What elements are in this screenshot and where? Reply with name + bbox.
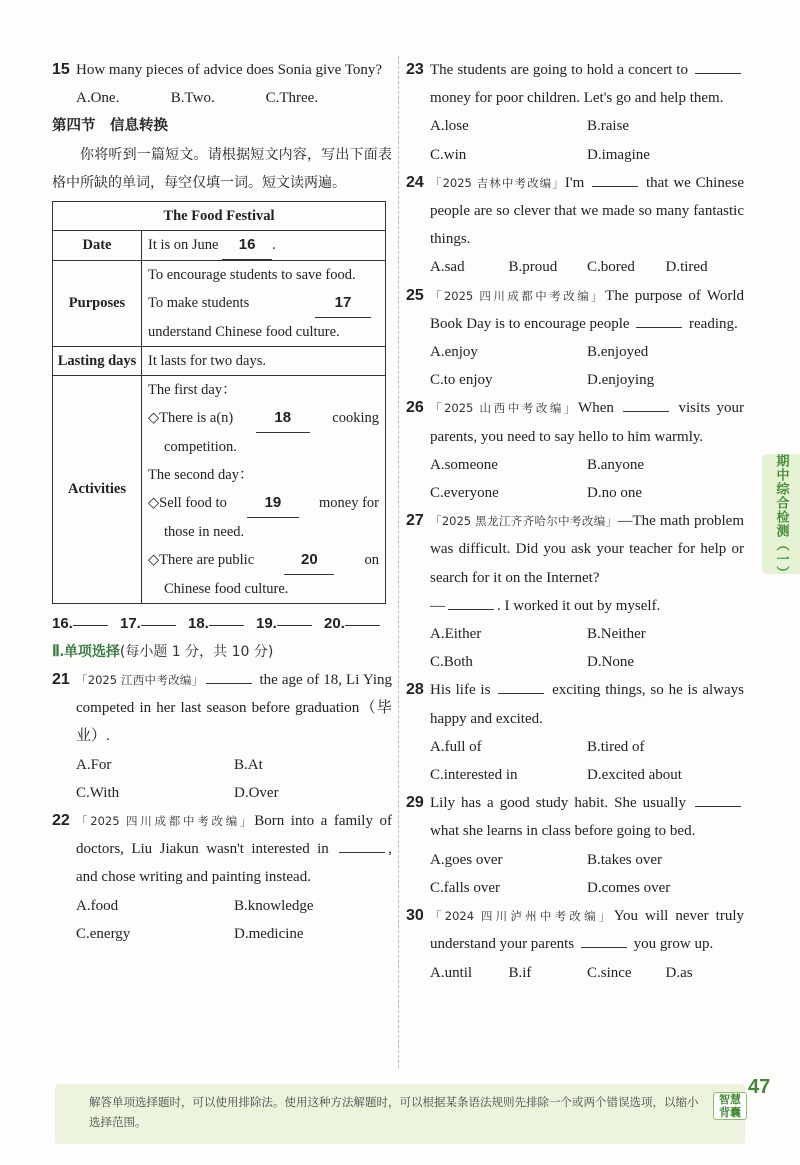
question-21: 21 「2025 江西中考改编」 the age of 18, Li Ying competed in her last season before graduation（毕业）. bbox=[52, 666, 392, 751]
option[interactable]: B.Two. bbox=[170, 90, 215, 107]
options-15 bbox=[52, 84, 392, 112]
options-29 bbox=[406, 846, 744, 902]
section-instruction: 你将听到一篇短文。请根据短文内容，写出下面表格中所缺的单词，每空仅填一词。短文读两遍。 bbox=[52, 146, 392, 191]
option[interactable]: D.excited about bbox=[587, 767, 682, 784]
answer-line: 16. 17. 18. 19. 20. bbox=[52, 610, 392, 638]
option[interactable]: A.someone bbox=[430, 456, 498, 473]
question-number: 26 bbox=[406, 399, 424, 417]
option[interactable]: D.comes over bbox=[587, 879, 671, 896]
option[interactable]: C.falls over bbox=[430, 879, 500, 896]
option[interactable]: A.food bbox=[76, 897, 119, 914]
option[interactable]: D.tired bbox=[665, 259, 708, 276]
column-divider bbox=[398, 56, 399, 1068]
option[interactable]: B.if bbox=[508, 964, 532, 981]
question-27: 27 「2025 黑龙江齐齐哈尔中考改编」—The math problem was difficult. Did you ask your teacher for help or search for it on the Internet? — . I worked it out by myself. bbox=[406, 507, 744, 620]
options-21 bbox=[52, 751, 392, 807]
source-tag: 「2025 江西中考改编」 bbox=[76, 673, 204, 688]
option[interactable]: C.Three. bbox=[265, 90, 319, 107]
question-number: 15 bbox=[52, 61, 70, 78]
right-column bbox=[406, 56, 744, 987]
question-number: 29 bbox=[406, 794, 424, 812]
options-22 bbox=[52, 892, 392, 948]
option[interactable]: C.to enjoy bbox=[430, 372, 493, 389]
source-tag: 「2025 黑龙江齐齐哈尔中考改编」 bbox=[430, 514, 618, 529]
footer-tip-box bbox=[55, 1084, 745, 1144]
option[interactable]: A.Either bbox=[430, 626, 482, 643]
answer-blank[interactable] bbox=[623, 395, 669, 412]
option[interactable]: B.takes over bbox=[587, 851, 662, 868]
option[interactable]: D.no one bbox=[587, 485, 642, 502]
options-25 bbox=[406, 338, 744, 394]
options-30 bbox=[406, 959, 744, 987]
question-30: 30 「2024 四川泸州中考改编」You will never truly understand your parents you grow up. bbox=[406, 902, 744, 958]
activities-label: Activities bbox=[53, 375, 142, 603]
question-number: 25 bbox=[406, 286, 424, 304]
source-tag: 「2025 四川成都中考改编」 bbox=[76, 814, 255, 829]
option[interactable]: D.medicine bbox=[234, 925, 304, 942]
source-tag: 「2025 山西中考改编」 bbox=[430, 401, 579, 416]
answer-blank[interactable] bbox=[339, 836, 385, 853]
question-number: 30 bbox=[406, 907, 424, 925]
question-29: 29 Lily has a good study habit. She usually what she learns in class before going to bed. bbox=[406, 789, 744, 845]
option[interactable]: A.sad bbox=[430, 259, 465, 276]
option[interactable]: C.With bbox=[76, 784, 120, 801]
wisdom-badge: 智慧背囊 bbox=[713, 1092, 747, 1120]
left-column bbox=[52, 56, 392, 948]
option[interactable]: D.imagine bbox=[587, 146, 650, 163]
option[interactable]: C.since bbox=[587, 964, 632, 981]
options-23 bbox=[406, 112, 744, 168]
lasting-days-label: Lasting days bbox=[53, 346, 142, 375]
option[interactable]: D.None bbox=[587, 654, 635, 671]
answer-blank[interactable] bbox=[695, 57, 741, 74]
option[interactable]: B.raise bbox=[587, 118, 630, 135]
source-tag: 「2025 吉林中考改编」 bbox=[430, 175, 565, 190]
side-tab-label: 期中综合检测（一） bbox=[773, 454, 789, 580]
blank-19[interactable]: 19 bbox=[247, 489, 299, 518]
page-number: 47 bbox=[748, 1076, 771, 1098]
question-text: How many pieces of advice does Sonia give Tony? bbox=[76, 62, 383, 78]
section-2-heading: Ⅱ.单项选择(每小题 1 分，共 10 分) bbox=[52, 642, 274, 660]
answer-blank[interactable] bbox=[581, 931, 627, 948]
question-number: 21 bbox=[52, 671, 70, 689]
question-number: 23 bbox=[406, 61, 424, 78]
option[interactable]: D.Over bbox=[234, 784, 279, 801]
answer-blank-20[interactable] bbox=[345, 610, 380, 626]
question-28: 28 His life is exciting things, so he is always happy and excited. bbox=[406, 676, 744, 732]
option[interactable]: D.enjoying bbox=[587, 372, 655, 389]
answer-blank[interactable] bbox=[636, 311, 682, 328]
options-28 bbox=[406, 733, 744, 789]
option[interactable]: A.full of bbox=[430, 738, 482, 755]
date-cell: It is on June 16 . bbox=[142, 230, 386, 260]
question-24: 24 「2025 吉林中考改编」I'm that we Chinese people are so clever that we made so many fantastic things. bbox=[406, 169, 744, 254]
source-tag: 「2024 四川泸州中考改编」 bbox=[430, 909, 614, 924]
section-heading: 第四节 信息转换 bbox=[52, 118, 168, 135]
date-label: Date bbox=[53, 230, 142, 260]
option[interactable]: C.everyone bbox=[430, 485, 499, 502]
option[interactable]: B.proud bbox=[508, 259, 558, 276]
answer-blank-18[interactable] bbox=[209, 610, 244, 626]
answer-blank-19[interactable] bbox=[277, 610, 312, 626]
blank-17[interactable]: 17 bbox=[315, 289, 371, 318]
option[interactable]: A.goes over bbox=[430, 851, 503, 868]
option[interactable]: C.interested in bbox=[430, 767, 518, 784]
answer-blank-17[interactable] bbox=[141, 610, 176, 626]
question-number: 22 bbox=[52, 812, 70, 830]
question-25: 25 「2025 四川成都中考改编」The purpose of World Book Day is to encourage people reading. bbox=[406, 282, 744, 338]
source-tag: 「2025 四川成都中考改编」 bbox=[430, 288, 606, 303]
option[interactable]: D.as bbox=[665, 964, 693, 981]
footer-tip: 解答单项选择题时，可以使用排除法。使用这种方法解题时，可以根据某条语法规则先排除一个或两个错误选项，以缩小选择范围。 bbox=[89, 1095, 699, 1129]
question-26: 26 「2025 山西中考改编」When visits your parents, you need to say hello to him warmly. bbox=[406, 394, 744, 450]
question-23: 23 The students are going to hold a concert to money for poor children. Let's go and help them. bbox=[406, 56, 744, 112]
option[interactable]: A.until bbox=[430, 964, 473, 981]
answer-blank[interactable] bbox=[592, 170, 638, 187]
options-26 bbox=[406, 451, 744, 507]
answer-blank[interactable] bbox=[206, 667, 252, 684]
option[interactable]: A.enjoy bbox=[430, 344, 478, 361]
option[interactable]: C.bored bbox=[587, 259, 635, 276]
option[interactable]: A.lose bbox=[430, 118, 469, 135]
activities-cell: The first day： ◇There is a(n) 18 cooking competition. The second day： ◇Sell food to 19 money for those in need. ◇There are public 20 on Chinese food culture. bbox=[142, 375, 386, 603]
option[interactable]: B.At bbox=[234, 756, 263, 773]
blank-20[interactable]: 20 bbox=[284, 546, 334, 575]
food-festival-table bbox=[52, 201, 386, 604]
option[interactable]: C.win bbox=[430, 146, 467, 163]
question-number: 24 bbox=[406, 173, 424, 191]
purposes-cell: To encourage students to save food. To make students 17 understand Chinese food culture. bbox=[142, 260, 386, 346]
blank-18[interactable]: 18 bbox=[256, 404, 310, 433]
option[interactable]: B.knowledge bbox=[234, 897, 314, 914]
question-15 bbox=[52, 56, 392, 84]
options-27 bbox=[406, 620, 744, 676]
purposes-label: Purposes bbox=[53, 260, 142, 346]
options-24 bbox=[406, 253, 744, 281]
blank-16[interactable]: 16 bbox=[222, 231, 272, 260]
option[interactable]: A.For bbox=[76, 756, 112, 773]
option[interactable]: A.One. bbox=[76, 90, 120, 107]
answer-blank[interactable] bbox=[448, 593, 494, 610]
option[interactable]: C.Both bbox=[430, 654, 473, 671]
side-tab bbox=[762, 454, 800, 580]
answer-blank-16[interactable] bbox=[73, 610, 108, 626]
table-title: The Food Festival bbox=[53, 201, 386, 230]
option[interactable]: B.enjoyed bbox=[587, 344, 649, 361]
answer-blank[interactable] bbox=[695, 790, 741, 807]
option[interactable]: B.anyone bbox=[587, 456, 645, 473]
option[interactable]: B.Neither bbox=[587, 626, 646, 643]
option[interactable]: B.tired of bbox=[587, 738, 645, 755]
option[interactable]: C.energy bbox=[76, 925, 131, 942]
question-22: 22 「2025 四川成都中考改编」Born into a family of doctors, Liu Jiakun wasn't interested in , and chose writing and painting instead. bbox=[52, 807, 392, 892]
lasting-days-cell: It lasts for two days. bbox=[142, 346, 386, 375]
answer-blank[interactable] bbox=[498, 677, 544, 694]
question-number: 28 bbox=[406, 681, 424, 699]
question-number: 27 bbox=[406, 512, 424, 530]
